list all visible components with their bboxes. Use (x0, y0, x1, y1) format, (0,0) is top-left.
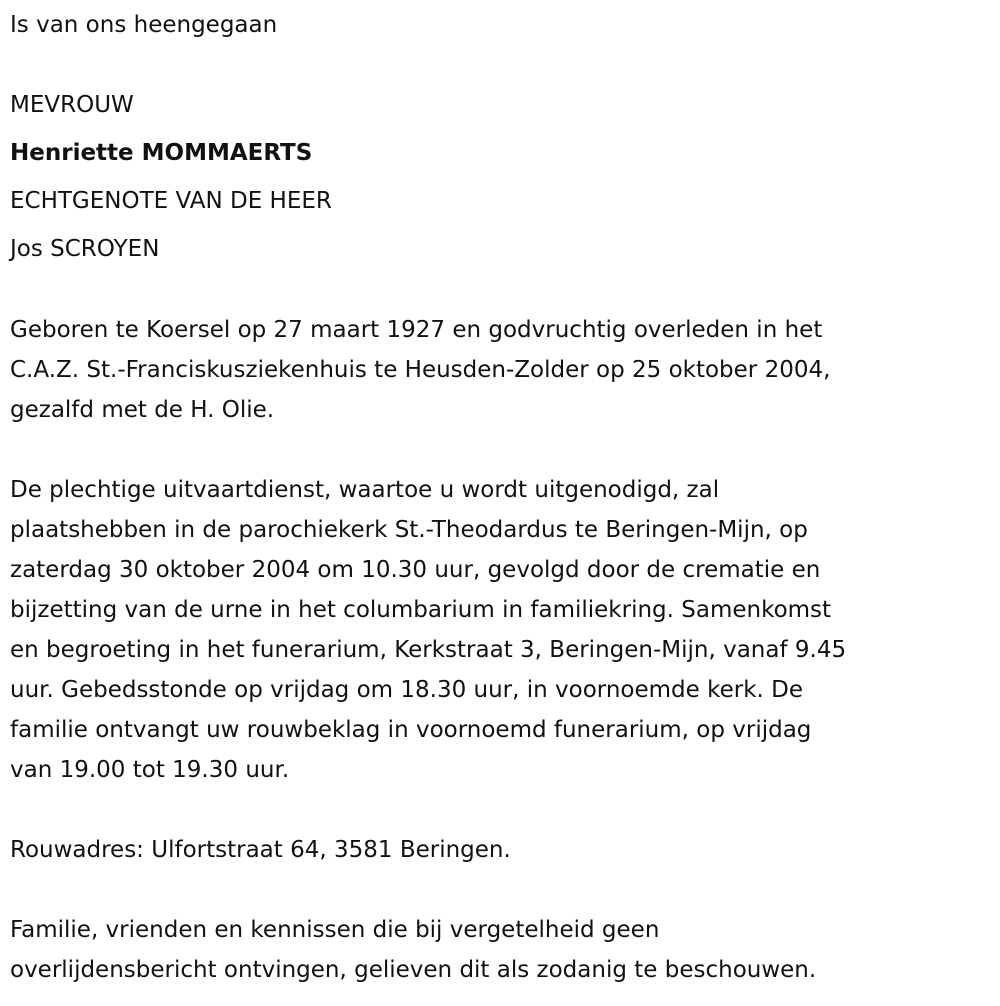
paragraph-line: bijzetting van de urne in het columbarium in familiekring. Samenkomst (10, 597, 832, 623)
deceased-name: Henriette MOMMAERTS (10, 140, 313, 166)
spouse-name: Jos SCROYEN (10, 236, 160, 262)
paragraph-line: familie ontvangt uw rouwbeklag in voornoemd funerarium, op vrijdag (10, 717, 812, 743)
paragraph-line: van 19.00 tot 19.30 uur. (10, 757, 290, 783)
paragraph-line: zaterdag 30 oktober 2004 om 10.30 uur, gevolgd door de crematie en (10, 557, 821, 583)
paragraph-line: gezalfd met de H. Olie. (10, 397, 275, 423)
paragraph-line: Familie, vrienden en kennissen die bij vergetelheid geen (10, 917, 660, 943)
paragraph-line: en begroeting in het funerarium, Kerkstraat 3, Beringen-Mijn, vanaf 9.45 (10, 637, 847, 663)
title-text: MEVROUW (10, 92, 134, 118)
mourning-address: Rouwadres: Ulfortstraat 64, 3581 Beringen. (10, 837, 511, 863)
intro-text: Is van ons heengegaan (10, 12, 278, 38)
paragraph-line: overlijdensbericht ontvingen, gelieven dit als zodanig te beschouwen. (10, 957, 817, 983)
paragraph-line: C.A.Z. St.-Franciskusziekenhuis te Heusden-Zolder op 25 oktober 2004, (10, 357, 831, 383)
paragraph-line: plaatshebben in de parochiekerk St.-Theodardus te Beringen-Mijn, op (10, 517, 808, 543)
relation-text: ECHTGENOTE VAN DE HEER (10, 188, 332, 214)
paragraph-line: De plechtige uitvaartdienst, waartoe u wordt uitgenodigd, zal (10, 477, 720, 503)
paragraph-line: uur. Gebedsstonde op vrijdag om 18.30 uur, in voornoemde kerk. De (10, 677, 804, 703)
paragraph-line: Geboren te Koersel op 27 maart 1927 en godvruchtig overleden in het (10, 317, 823, 343)
